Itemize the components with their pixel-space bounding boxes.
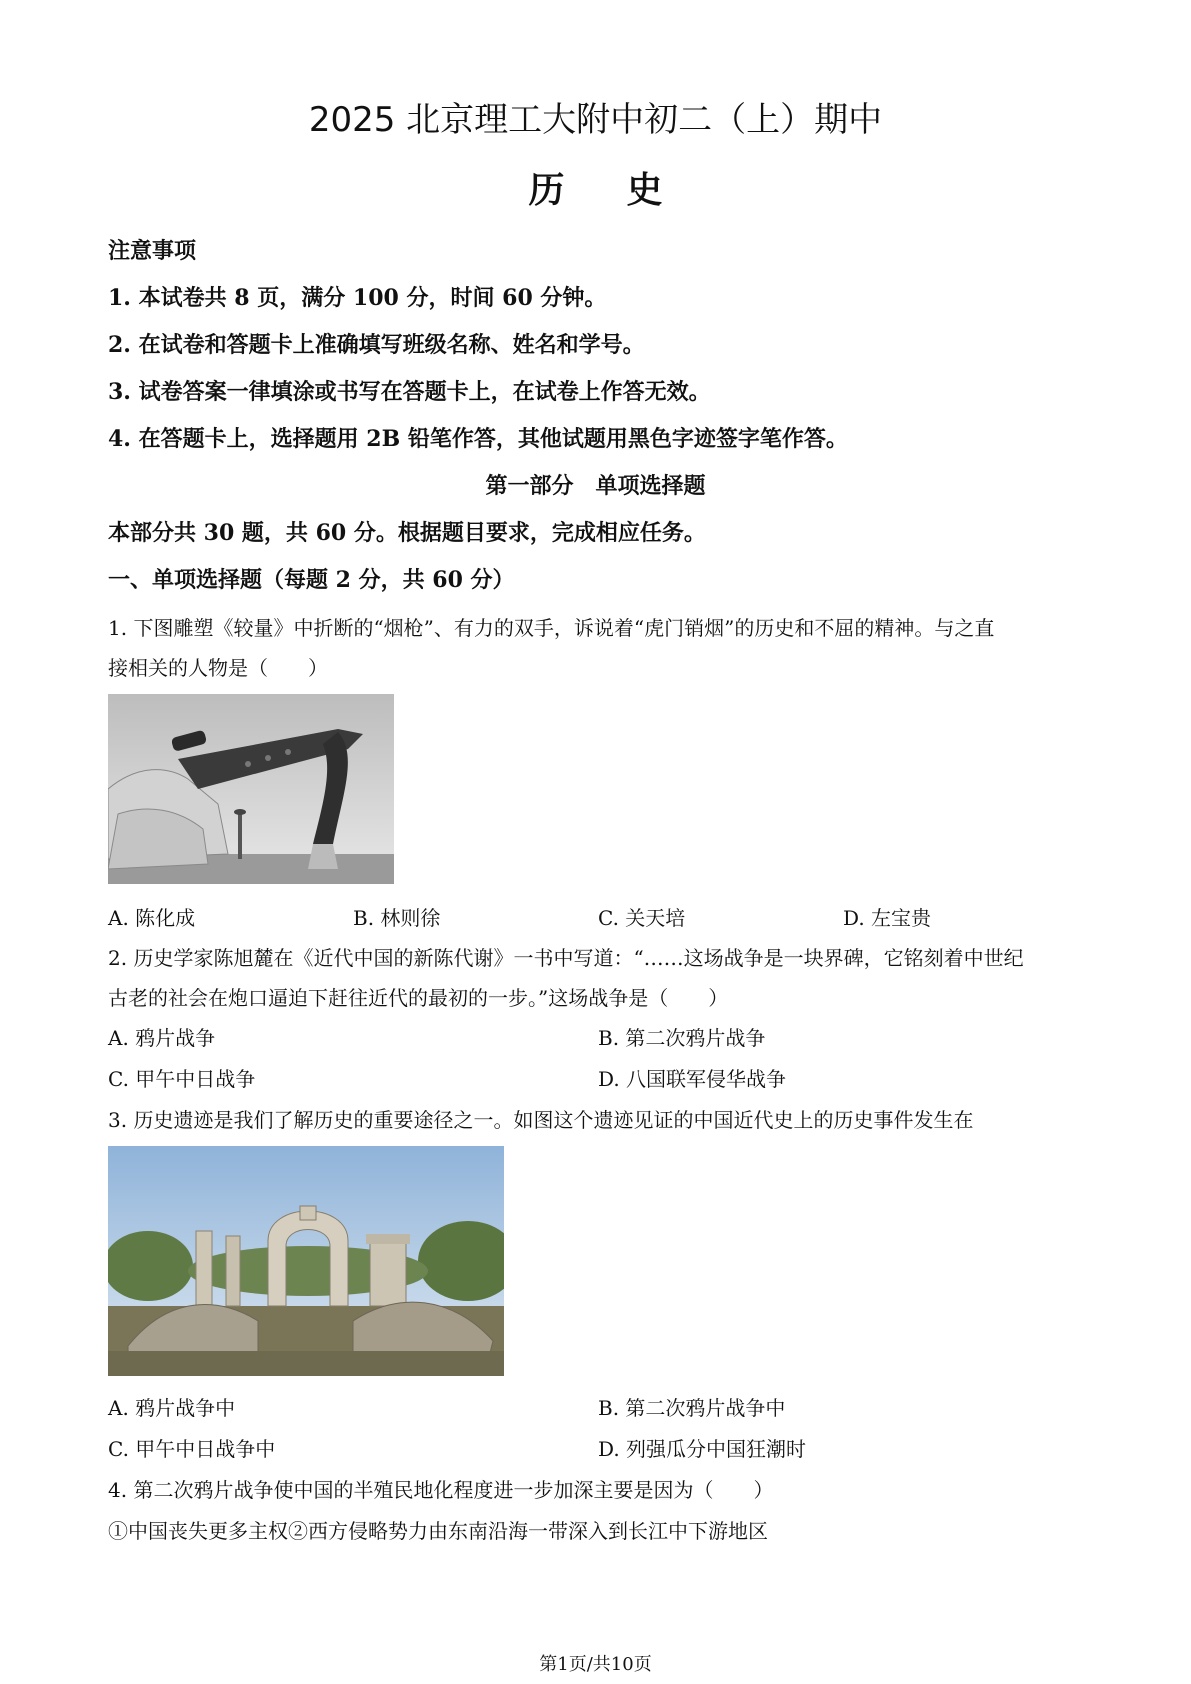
q3-option-c: C. 甲午中日战争中 xyxy=(108,1437,276,1461)
notice-item: 1. 本试卷共 8 页，满分 100 分，时间 60 分钟。 xyxy=(108,285,607,311)
q1-option-a: A. 陈化成 xyxy=(108,906,196,930)
question-1-line-2: 接相关的人物是（ ） xyxy=(108,656,328,680)
section-heading: 一、单项选择题（每题 2 分，共 60 分） xyxy=(108,567,515,593)
notice-item: 4. 在答题卡上，选择题用 2B 铅笔作答，其他试题用黑色字迹签字笔作答。 xyxy=(108,426,848,452)
question-4-line-2: ①中国丧失更多主权②西方侵略势力由东南沿海一带深入到长江中下游地区 xyxy=(108,1519,768,1543)
part-heading: 第一部分 单项选择题 xyxy=(485,473,706,499)
ruins-photo xyxy=(108,1146,504,1376)
question-1-line-1: 1. 下图雕塑《较量》中折断的“烟枪”、有力的双手，诉说着“虎门销烟”的历史和不屈的精神。与之直 xyxy=(108,616,995,640)
q2-option-a: A. 鸦片战争 xyxy=(108,1026,216,1050)
notice-heading: 注意事项 xyxy=(108,238,197,264)
q2-option-d: D. 八国联军侵华战争 xyxy=(598,1067,787,1091)
q2-option-b: B. 第二次鸦片战争 xyxy=(598,1026,766,1050)
part-intro: 本部分共 30 题，共 60 分。根据题目要求，完成相应任务。 xyxy=(108,520,706,546)
q1-option-c: C. 关天培 xyxy=(598,906,686,930)
q3-option-a: A. 鸦片战争中 xyxy=(108,1396,236,1420)
question-2-line-1: 2. 历史学家陈旭麓在《近代中国的新陈代谢》一书中写道：“……这场战争是一块界碑，它铭刻着中世纪 xyxy=(108,946,1024,970)
q1-option-b: B. 林则徐 xyxy=(353,906,441,930)
q2-option-c: C. 甲午中日战争 xyxy=(108,1067,256,1091)
notice-item: 2. 在试卷和答题卡上准确填写班级名称、姓名和学号。 xyxy=(108,332,645,358)
subject-title: 历史 xyxy=(528,169,725,211)
q1-option-d: D. 左宝贵 xyxy=(843,906,932,930)
question-4-line-1: 4. 第二次鸦片战争使中国的半殖民地化程度进一步加深主要是因为（ ） xyxy=(108,1478,774,1502)
exam-title: 2025 北京理工大附中初二（上）期中 xyxy=(308,100,883,140)
question-2-line-2: 古老的社会在炮口逼迫下赶往近代的最初的一步。”这场战争是（ ） xyxy=(108,986,729,1010)
q3-option-d: D. 列强瓜分中国狂潮时 xyxy=(598,1437,807,1461)
notice-item: 3. 试卷答案一律填涂或书写在答题卡上，在试卷上作答无效。 xyxy=(108,379,711,405)
sculpture-photo xyxy=(108,694,394,884)
question-3-line-1: 3. 历史遗迹是我们了解历史的重要途径之一。如图这个遗迹见证的中国近代史上的历史事件发生在 xyxy=(108,1108,974,1132)
page-number: 第1页/共10页 xyxy=(539,1654,652,1675)
q3-option-b: B. 第二次鸦片战争中 xyxy=(598,1396,786,1420)
